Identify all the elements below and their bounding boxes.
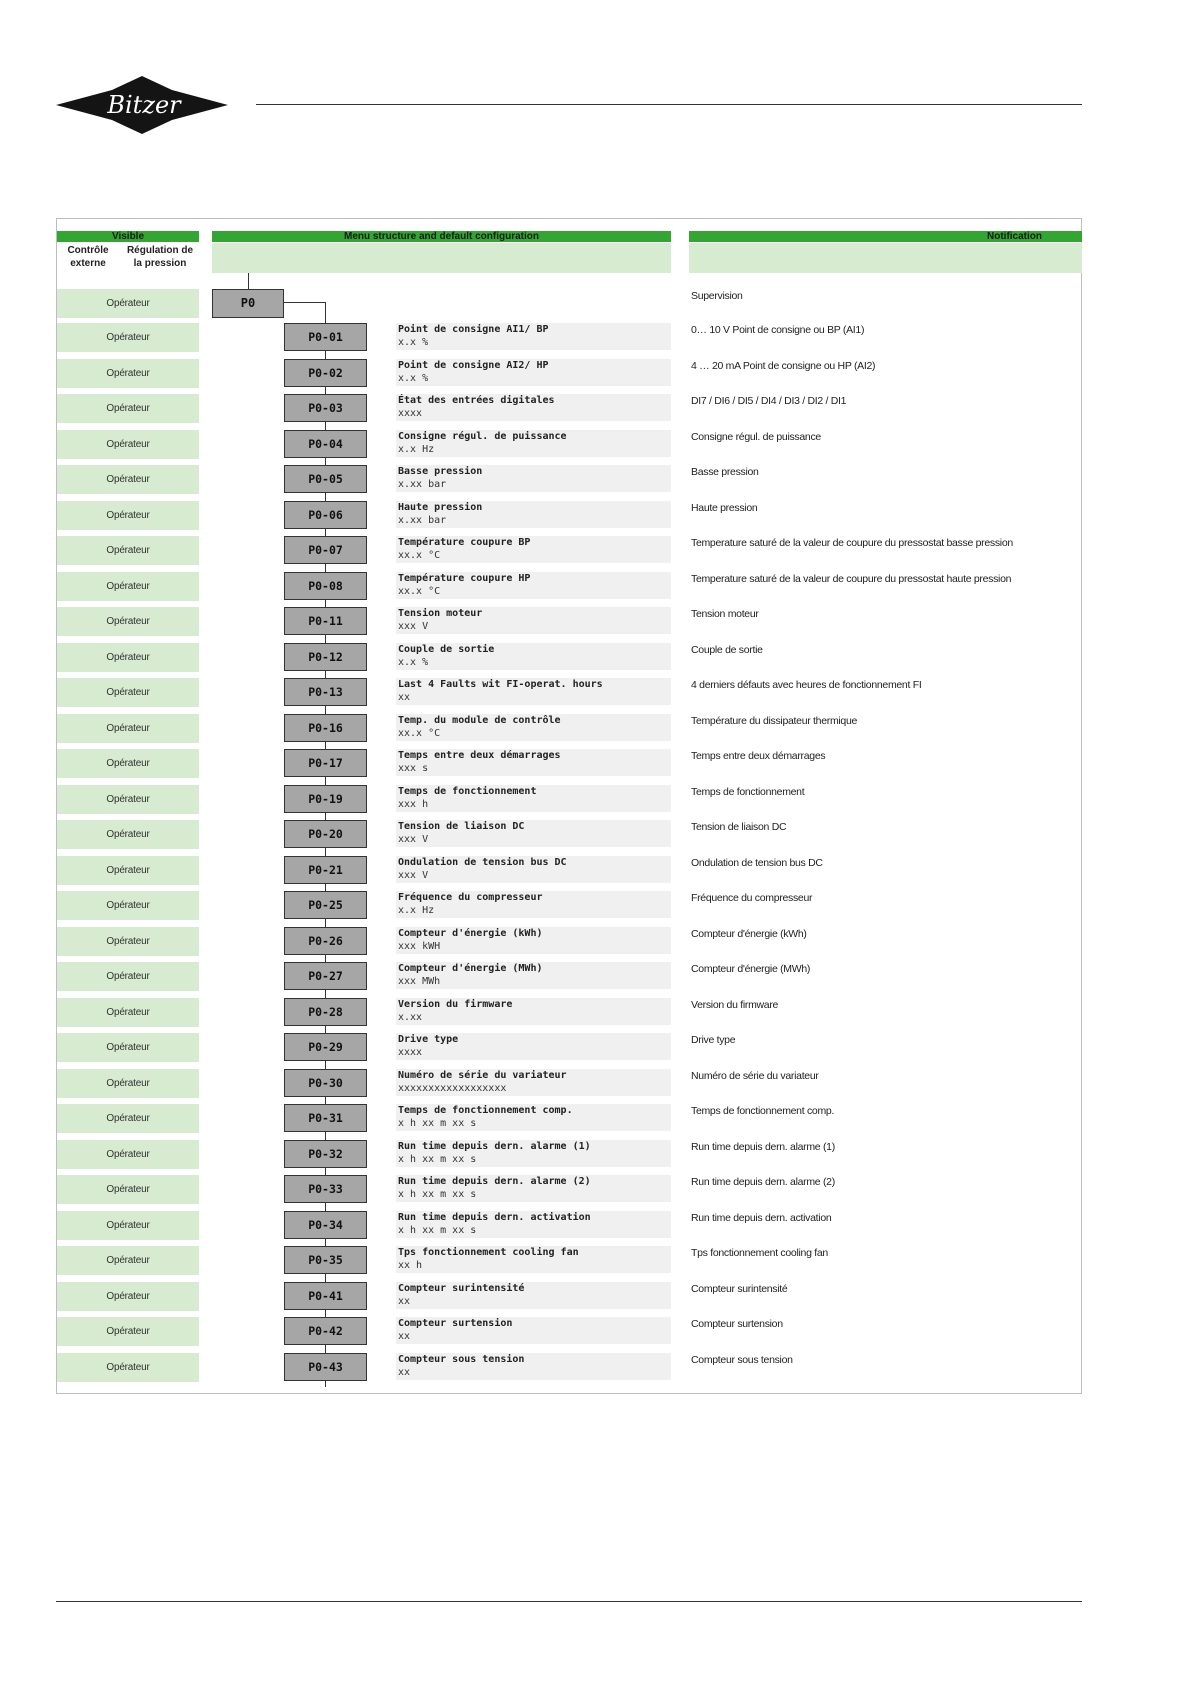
- parameter-cell: [396, 359, 671, 386]
- root-level: Opérateur: [57, 289, 199, 318]
- menu-node-p0-19[interactable]: P0-19: [284, 785, 367, 813]
- parameter-unit: x h xx m xx s: [398, 1189, 477, 1200]
- parameter-cell: [396, 323, 671, 350]
- notification-text: Temps de fonctionnement: [691, 786, 805, 798]
- parameter-cell: [396, 1353, 671, 1380]
- menu-node-p0-34[interactable]: P0-34: [284, 1211, 367, 1239]
- notification-text: Temperature saturé de la valeur de coupure du pressostat basse pression: [691, 537, 1013, 549]
- row-level: Opérateur: [57, 998, 199, 1027]
- notification-header: Notification: [689, 231, 1082, 242]
- parameter-cell: [396, 1282, 671, 1309]
- notification-text: Tension moteur: [691, 608, 759, 620]
- parameter-cell: [396, 1140, 671, 1167]
- parameter-unit: xxx V: [398, 834, 429, 845]
- parameter-cell: [396, 1033, 671, 1060]
- parameter-name: Run time depuis dern. activation: [398, 1212, 591, 1223]
- notification-header-band: [689, 243, 1082, 273]
- parameter-name: Run time depuis dern. alarme (2): [398, 1176, 591, 1187]
- notification-text: 4 derniers défauts avec heures de fonctionnement FI: [691, 679, 922, 691]
- notification-text: Run time depuis dern. alarme (1): [691, 1141, 835, 1153]
- notification-text: Consigne régul. de puissance: [691, 431, 821, 443]
- parameter-cell: [396, 1175, 671, 1202]
- notification-text: Drive type: [691, 1034, 736, 1046]
- row-level: Opérateur: [57, 1140, 199, 1169]
- parameter-unit: x.x %: [398, 657, 429, 668]
- notification-text: Tension de liaison DC: [691, 821, 787, 833]
- menu-node-p0-25[interactable]: P0-25: [284, 891, 367, 919]
- row-level: Opérateur: [57, 749, 199, 778]
- parameter-unit: xxx MWh: [398, 976, 441, 987]
- row-level: Opérateur: [57, 820, 199, 849]
- row-level: Opérateur: [57, 1317, 199, 1346]
- parameter-name: Tension moteur: [398, 608, 483, 619]
- parameter-cell: [396, 1246, 671, 1273]
- menu-node-p0-04[interactable]: P0-04: [284, 430, 367, 458]
- parameter-cell: [396, 1211, 671, 1238]
- root-notification: Supervision: [691, 290, 743, 302]
- parameter-name: Basse pression: [398, 466, 483, 477]
- parameter-unit: xx: [398, 692, 411, 703]
- menu-node-p0-11[interactable]: P0-11: [284, 607, 367, 635]
- root-branch-h: [284, 302, 326, 303]
- menu-node-p0-13[interactable]: P0-13: [284, 678, 367, 706]
- parameter-name: Compteur sous tension: [398, 1354, 525, 1365]
- parameter-name: Température coupure BP: [398, 537, 531, 548]
- parameter-name: Temps de fonctionnement comp.: [398, 1105, 573, 1116]
- menu-header: Menu structure and default configuration: [212, 231, 671, 242]
- menu-node-p0-08[interactable]: P0-08: [284, 572, 367, 600]
- parameter-cell: [396, 856, 671, 883]
- row-level: Opérateur: [57, 1033, 199, 1062]
- header-rule: [256, 104, 1082, 105]
- parameter-cell: [396, 998, 671, 1025]
- row-level: Opérateur: [57, 1175, 199, 1204]
- menu-node-p0-29[interactable]: P0-29: [284, 1033, 367, 1061]
- menu-node-p0-17[interactable]: P0-17: [284, 749, 367, 777]
- notification-text: Tps fonctionnement cooling fan: [691, 1247, 828, 1259]
- menu-node-p0-42[interactable]: P0-42: [284, 1317, 367, 1345]
- notification-text: Temps de fonctionnement comp.: [691, 1105, 835, 1117]
- parameter-unit: x.x %: [398, 373, 429, 384]
- parameter-name: Temp. du module de contrôle: [398, 715, 561, 726]
- parameter-name: Tps fonctionnement cooling fan: [398, 1247, 579, 1258]
- parameter-unit: x.x Hz: [398, 905, 435, 916]
- parameter-unit: x.xx bar: [398, 515, 447, 526]
- parameter-unit: xx: [398, 1331, 411, 1342]
- parameter-name: Compteur surtension: [398, 1318, 513, 1329]
- parameter-name: Compteur surintensité: [398, 1283, 525, 1294]
- menu-node-p0-33[interactable]: P0-33: [284, 1175, 367, 1203]
- parameter-unit: xxxx: [398, 408, 423, 419]
- parameter-cell: [396, 394, 671, 421]
- parameter-cell: [396, 749, 671, 776]
- menu-node-p0-31[interactable]: P0-31: [284, 1104, 367, 1132]
- parameter-unit: x.xx bar: [398, 479, 447, 490]
- menu-node-p0-32[interactable]: P0-32: [284, 1140, 367, 1168]
- parameter-cell: [396, 643, 671, 670]
- menu-node-p0-02[interactable]: P0-02: [284, 359, 367, 387]
- row-level: Opérateur: [57, 962, 199, 991]
- parameter-name: Ondulation de tension bus DC: [398, 857, 567, 868]
- parameter-name: Version du firmware: [398, 999, 513, 1010]
- parameter-cell: [396, 572, 671, 599]
- parameter-name: Compteur d'énergie (MWh): [398, 963, 543, 974]
- logo-text: Bitzer: [107, 91, 181, 119]
- parameter-cell: [396, 714, 671, 741]
- col-regulation-pression: Régulation de la pression: [126, 245, 194, 269]
- parameter-name: Haute pression: [398, 502, 483, 513]
- row-level: Opérateur: [57, 927, 199, 956]
- parameter-name: Drive type: [398, 1034, 459, 1045]
- parameter-unit: xx.x °C: [398, 550, 441, 561]
- row-level: Opérateur: [57, 465, 199, 494]
- menu-header-band: [212, 243, 671, 273]
- parameter-cell: [396, 962, 671, 989]
- parameter-cell: [396, 501, 671, 528]
- notification-text: Compteur surtension: [691, 1318, 783, 1330]
- row-level: Opérateur: [57, 323, 199, 352]
- col-controle-externe: Contrôle externe: [67, 245, 109, 269]
- parameter-cell: [396, 465, 671, 492]
- parameter-name: Point de consigne AI2/ HP: [398, 360, 549, 371]
- menu-node-p0-01[interactable]: P0-01: [284, 323, 367, 351]
- parameter-cell: [396, 678, 671, 705]
- notification-text: Compteur surintensité: [691, 1283, 788, 1295]
- bitzer-logo: [56, 76, 228, 134]
- row-level: Opérateur: [57, 572, 199, 601]
- row-level: Opérateur: [57, 501, 199, 530]
- parameter-cell: [396, 430, 671, 457]
- parameter-cell: [396, 1317, 671, 1344]
- row-level: Opérateur: [57, 536, 199, 565]
- menu-node-p0-03[interactable]: P0-03: [284, 394, 367, 422]
- parameter-name: Point de consigne AI1/ BP: [398, 324, 549, 335]
- parameter-name: Température coupure HP: [398, 573, 531, 584]
- row-level: Opérateur: [57, 643, 199, 672]
- menu-node-p0-05[interactable]: P0-05: [284, 465, 367, 493]
- parameter-unit: xx h: [398, 1260, 423, 1271]
- notification-text: Compteur d'énergie (kWh): [691, 928, 807, 940]
- parameter-unit: x.xx: [398, 1012, 423, 1023]
- parameter-name: Numéro de série du variateur: [398, 1070, 567, 1081]
- parameter-cell: [396, 785, 671, 812]
- menu-node-p0-16[interactable]: P0-16: [284, 714, 367, 742]
- menu-node-p0-12[interactable]: P0-12: [284, 643, 367, 671]
- notification-text: Ondulation de tension bus DC: [691, 857, 823, 869]
- parameter-name: Last 4 Faults wit FI-operat. hours: [398, 679, 603, 690]
- parameter-unit: x h xx m xx s: [398, 1154, 477, 1165]
- parameter-unit: xxx s: [398, 763, 429, 774]
- row-level: Opérateur: [57, 891, 199, 920]
- parameter-name: État des entrées digitales: [398, 395, 555, 406]
- parameter-name: Consigne régul. de puissance: [398, 431, 567, 442]
- menu-node-p0-07[interactable]: P0-07: [284, 536, 367, 564]
- notification-text: Couple de sortie: [691, 644, 763, 656]
- parameter-unit: x h xx m xx s: [398, 1225, 477, 1236]
- menu-node-p0-43[interactable]: P0-43: [284, 1353, 367, 1381]
- parameter-cell: [396, 1104, 671, 1131]
- menu-node-p0-21[interactable]: P0-21: [284, 856, 367, 884]
- row-level: Opérateur: [57, 714, 199, 743]
- notification-text: Compteur d'énergie (MWh): [691, 963, 811, 975]
- parameter-unit: xx.x °C: [398, 586, 441, 597]
- menu-node-p0-20[interactable]: P0-20: [284, 820, 367, 848]
- notification-text: Haute pression: [691, 502, 758, 514]
- parameter-cell: [396, 820, 671, 847]
- notification-text: 0… 10 V Point de consigne ou BP (AI1): [691, 324, 865, 336]
- parameter-unit: xxx kWH: [398, 941, 441, 952]
- row-level: Opérateur: [57, 678, 199, 707]
- parameter-name: Tension de liaison DC: [398, 821, 525, 832]
- menu-node-p0[interactable]: P0: [212, 289, 284, 318]
- menu-node-p0-26[interactable]: P0-26: [284, 927, 367, 955]
- footer-rule: [56, 1601, 1082, 1602]
- parameter-cell: [396, 607, 671, 634]
- row-level: Opérateur: [57, 430, 199, 459]
- parameter-name: Run time depuis dern. alarme (1): [398, 1141, 591, 1152]
- parameter-name: Temps de fonctionnement: [398, 786, 537, 797]
- parameter-cell: [396, 1069, 671, 1096]
- row-level: Opérateur: [57, 856, 199, 885]
- row-level: Opérateur: [57, 1069, 199, 1098]
- menu-node-p0-27[interactable]: P0-27: [284, 962, 367, 990]
- menu-node-p0-35[interactable]: P0-35: [284, 1246, 367, 1274]
- notification-text: Numéro de série du variateur: [691, 1070, 819, 1082]
- parameter-unit: x h xx m xx s: [398, 1118, 477, 1129]
- parameter-unit: xxx V: [398, 621, 429, 632]
- notification-text: Fréquence du compresseur: [691, 892, 813, 904]
- parameter-cell: [396, 927, 671, 954]
- parameter-unit: xxxxxxxxxxxxxxxxxx: [398, 1083, 507, 1094]
- notification-text: Compteur sous tension: [691, 1354, 793, 1366]
- parameter-unit: xx.x °C: [398, 728, 441, 739]
- notification-text: Version du firmware: [691, 999, 779, 1011]
- notification-text: Run time depuis dern. alarme (2): [691, 1176, 835, 1188]
- menu-node-p0-28[interactable]: P0-28: [284, 998, 367, 1026]
- row-level: Opérateur: [57, 607, 199, 636]
- visible-header: Visible: [57, 231, 199, 242]
- parameter-unit: x.x Hz: [398, 444, 435, 455]
- notification-text: Temperature saturé de la valeur de coupure du pressostat haute pression: [691, 573, 1012, 585]
- notification-text: Basse pression: [691, 466, 759, 478]
- parameter-cell: [396, 891, 671, 918]
- parameter-name: Compteur d'énergie (kWh): [398, 928, 543, 939]
- parameter-unit: x.x %: [398, 337, 429, 348]
- row-level: Opérateur: [57, 394, 199, 423]
- notification-text: 4 … 20 mA Point de consigne ou HP (AI2): [691, 360, 876, 372]
- root-stem: [248, 273, 249, 289]
- parameter-unit: xxx h: [398, 799, 429, 810]
- notification-text: Run time depuis dern. activation: [691, 1212, 832, 1224]
- row-level: Opérateur: [57, 1246, 199, 1275]
- row-level: Opérateur: [57, 1353, 199, 1382]
- parameter-unit: xx: [398, 1367, 411, 1378]
- parameter-name: Fréquence du compresseur: [398, 892, 543, 903]
- row-level: Opérateur: [57, 785, 199, 814]
- parameter-unit: xxxx: [398, 1047, 423, 1058]
- parameter-name: Couple de sortie: [398, 644, 495, 655]
- row-level: Opérateur: [57, 359, 199, 388]
- notification-text: Température du dissipateur thermique: [691, 715, 858, 727]
- row-level: Opérateur: [57, 1282, 199, 1311]
- parameter-name: Temps entre deux démarrages: [398, 750, 561, 761]
- parameter-unit: xxx V: [398, 870, 429, 881]
- notification-text: Temps entre deux démarrages: [691, 750, 826, 762]
- notification-text: DI7 / DI6 / DI5 / DI4 / DI3 / DI2 / DI1: [691, 395, 847, 407]
- menu-node-p0-30[interactable]: P0-30: [284, 1069, 367, 1097]
- row-level: Opérateur: [57, 1104, 199, 1133]
- menu-node-p0-41[interactable]: P0-41: [284, 1282, 367, 1310]
- parameter-unit: xx: [398, 1296, 411, 1307]
- row-level: Opérateur: [57, 1211, 199, 1240]
- parameter-cell: [396, 536, 671, 563]
- menu-node-p0-06[interactable]: P0-06: [284, 501, 367, 529]
